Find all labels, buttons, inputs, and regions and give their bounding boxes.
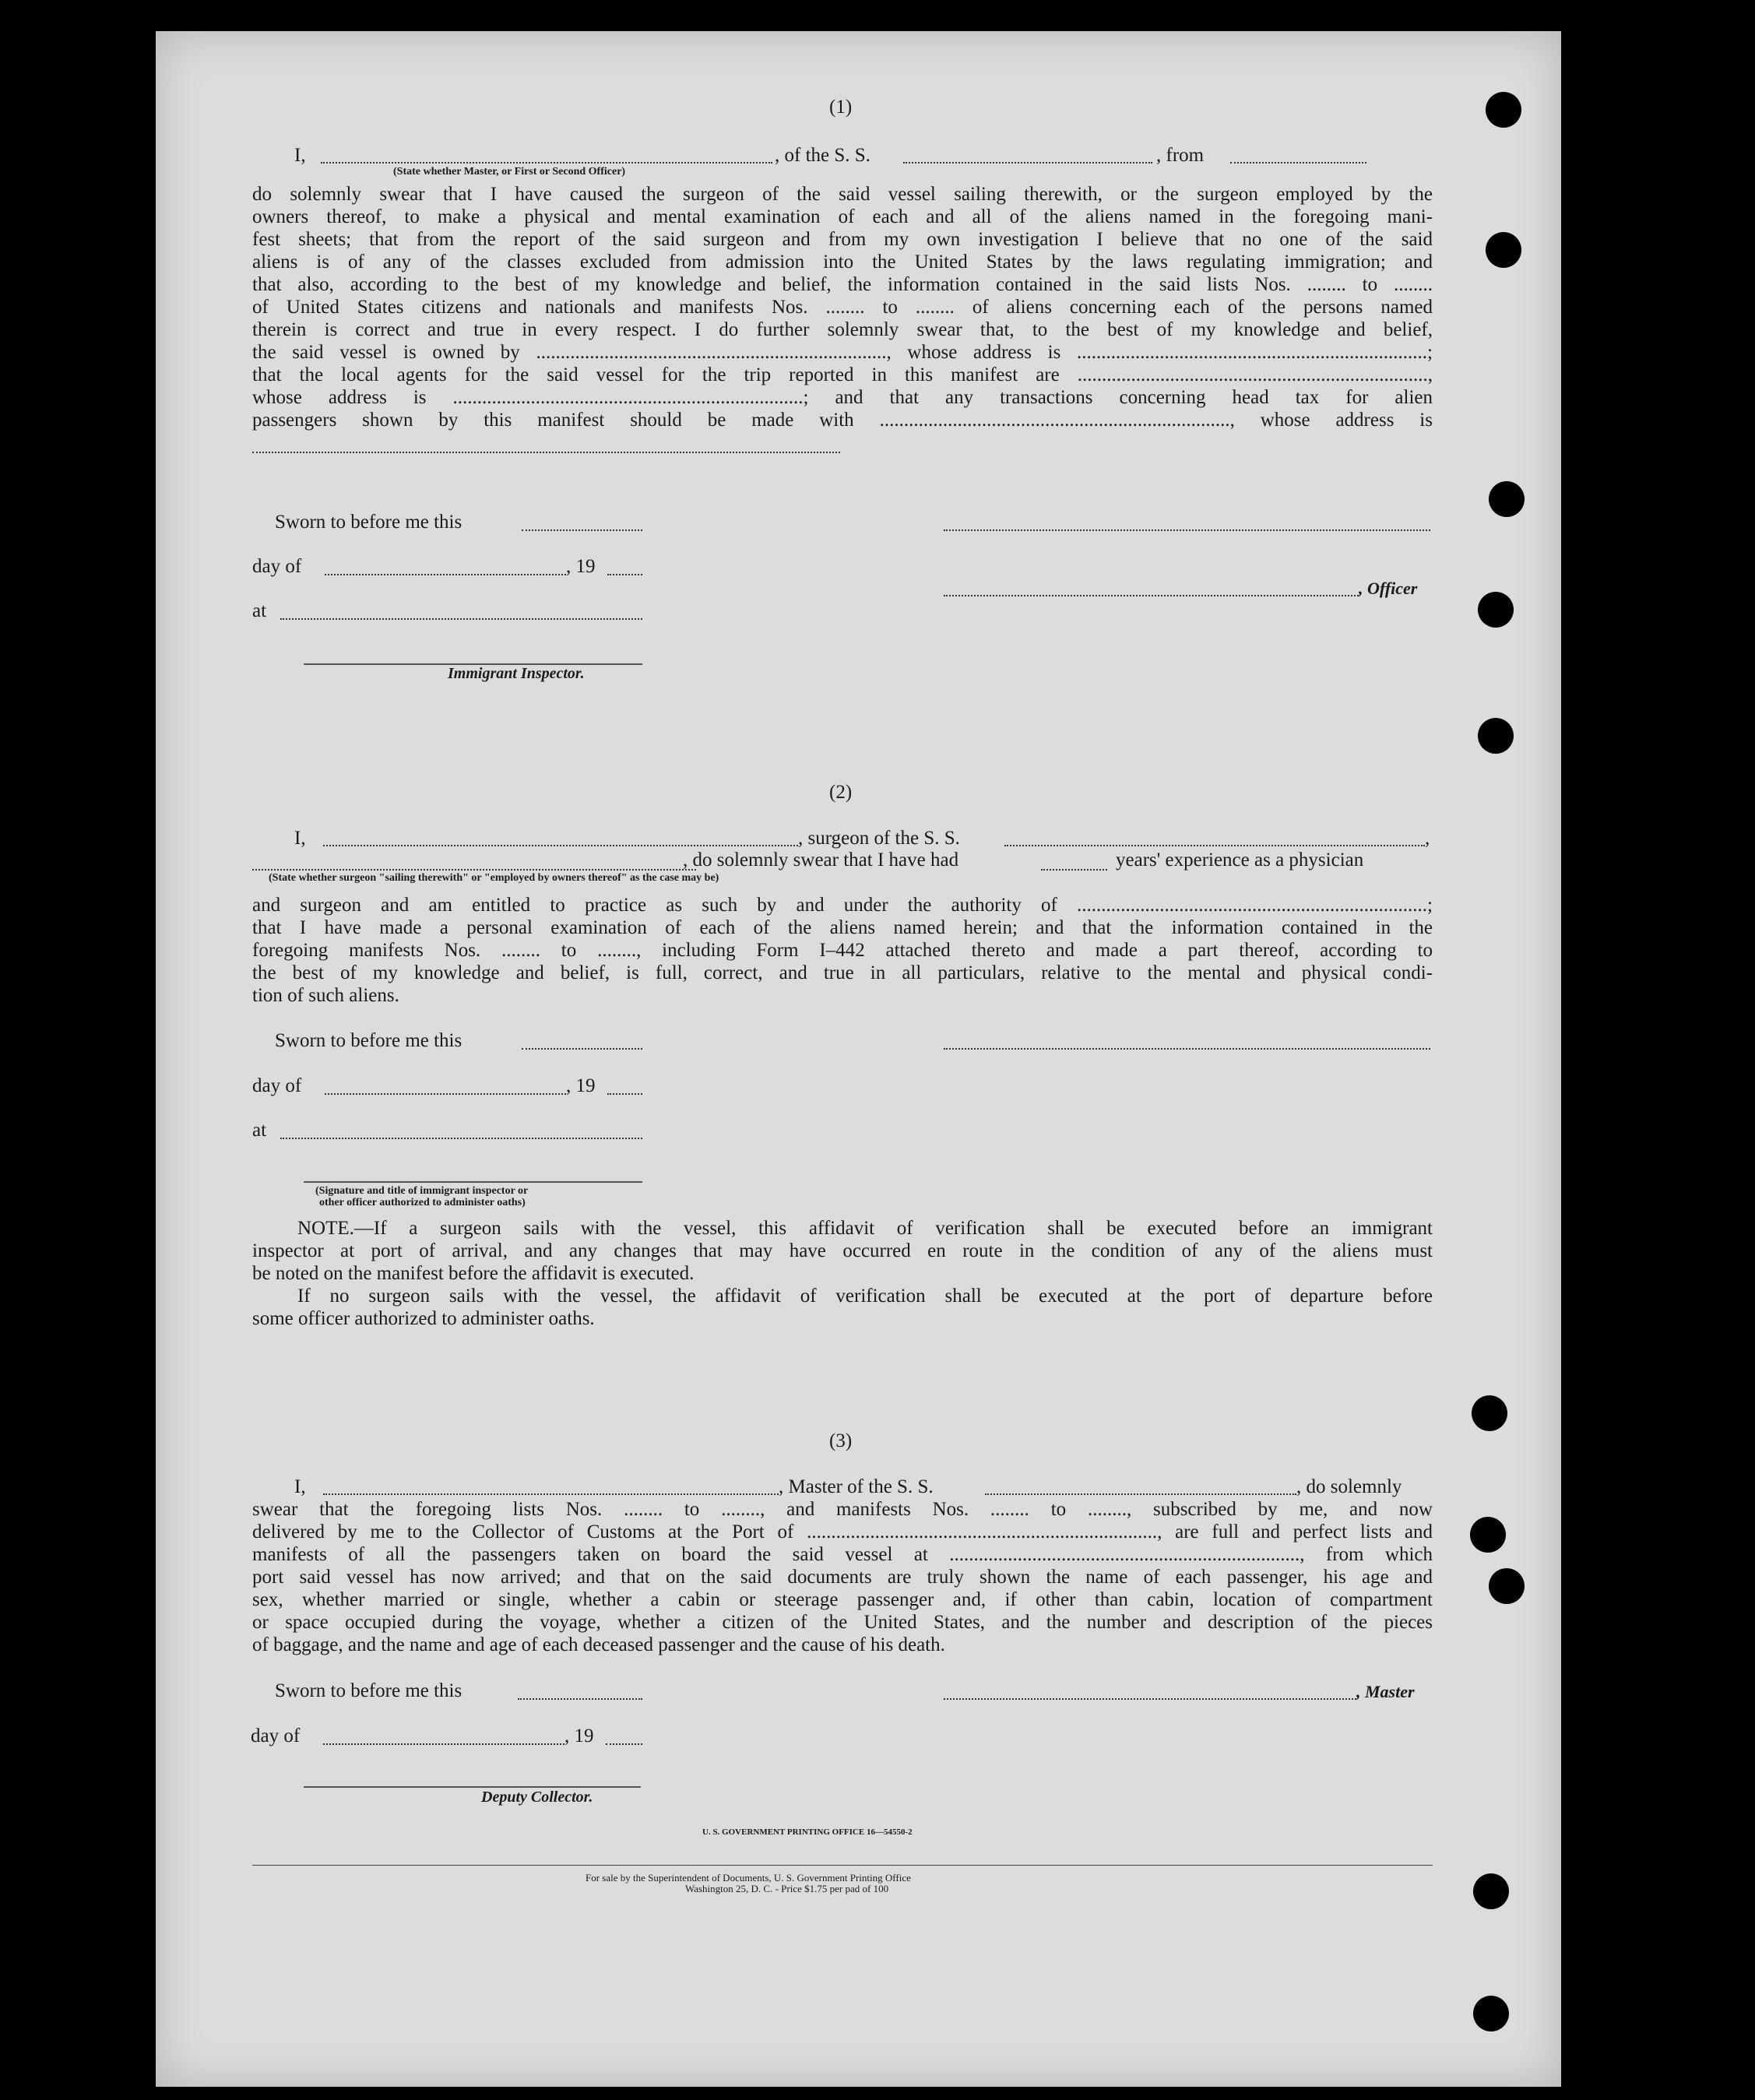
s3-line: of baggage, and the name and age of each deceased passenger and the cause of his death. (252, 1634, 945, 1655)
s1-day-of: day of (252, 556, 302, 577)
s3-master-label: , Master (1356, 1682, 1415, 1701)
s3-ship-field[interactable] (985, 1493, 1296, 1495)
punch-hole (1472, 1395, 1507, 1431)
s1-ship-field[interactable] (903, 162, 1152, 164)
s1-year-field[interactable] (607, 574, 642, 575)
s1-line: the said vessel is owned by ........................................................................, whose address is ........................................................................; (252, 342, 1433, 363)
s2-swear: , do solemnly swear that I have had (683, 849, 959, 871)
s2-line: tion of such aliens. (252, 985, 399, 1006)
s1-line: passengers shown by this manifest should be made with ........................................................................, whose address is (252, 410, 1433, 431)
s2-comma: , (1425, 828, 1430, 849)
section-2-number: (2) (829, 782, 853, 803)
printing-office-imprint: U. S. GOVERNMENT PRINTING OFFICE 16—54550-2 (702, 1827, 913, 1837)
s2-line: that I have made a personal examination of each of the aliens named herein; and that the information contained in the (252, 917, 1433, 938)
s2-year: , 19 (566, 1075, 596, 1096)
s1-sworn-field[interactable] (522, 529, 642, 531)
s2-line: the best of my knowledge and belief, is full, correct, and true in all particulars, relative to the mental and physical condi- (252, 962, 1433, 983)
s2-sworn: Sworn to before me this (275, 1030, 462, 1051)
s3-year-field[interactable] (606, 1743, 642, 1745)
s2-at: at (252, 1120, 267, 1141)
s3-line: delivered by me to the Collector of Customs at the Port of ........................................................................, are full and perfect lists and (252, 1521, 1433, 1542)
s2-sig-note-2: other officer authorized to administer oaths) (319, 1197, 526, 1208)
s2-sig-note-1: (Signature and title of immigrant inspector or (315, 1185, 529, 1197)
s2-surgeon: , surgeon of the S. S. (798, 828, 960, 849)
section-3-number: (3) (829, 1430, 853, 1451)
s1-officer-line[interactable] (944, 595, 1359, 596)
s1-inspector-label: Immigrant Inspector. (448, 665, 585, 682)
punch-hole (1486, 232, 1521, 268)
s2-surgeon-note: (State whether surgeon "sailing therewith" or "employed by owners thereof" as the case may be) (269, 872, 719, 884)
s1-from: , from (1156, 145, 1205, 166)
s2-name-field[interactable] (323, 845, 798, 846)
s2-note (252, 1217, 1433, 1330)
s2-i: I, (294, 828, 306, 849)
s2-day-of: day of (252, 1075, 302, 1096)
s1-line: aliens is of any of the classes excluded from admission into the United States by the laws regulating immigration; and (252, 252, 1433, 273)
s2-line: and surgeon and am entitled to practice as such by and under the authority of ........................................................................; (252, 895, 1433, 916)
s1-paragraph (252, 183, 1433, 431)
punch-hole (1470, 1517, 1506, 1553)
s1-line: that also, according to the best of my knowledge and belief, the information contained in the said lists Nos. ........ to ........ (252, 274, 1433, 295)
s2-sworn-field[interactable] (522, 1048, 642, 1050)
s3-master-signature[interactable] (944, 1698, 1356, 1700)
note-line: NOTE.—If a surgeon sails with the vessel, this affidavit of verification shall be executed before an immigrant (297, 1218, 1433, 1239)
s1-of-ss: , of the S. S. (775, 145, 870, 166)
s1-line: whose address is ........................................................................; and that any transactions concerning head tax for alien (252, 387, 1433, 408)
s1-name-field[interactable] (321, 162, 772, 164)
s1-sworn: Sworn to before me this (275, 512, 462, 533)
s1-line: therein is correct and true in every respect. I do further solemnly swear that, to the best of my knowledge and belief, (252, 319, 1433, 340)
s2-ship-field[interactable] (1004, 845, 1425, 846)
s3-line: or space occupied during the voyage, whether a citizen of the United States, and the number and description of the pieces (252, 1612, 1433, 1633)
s3-line: swear that the foregoing lists Nos. ........ to ........, and manifests Nos. ........ to ........, subscribed by me, and now (252, 1499, 1433, 1520)
footer-rule (252, 1865, 1433, 1866)
note-line: If no surgeon sails with the vessel, the affidavit of verification shall be executed at the port of departure before (297, 1286, 1433, 1307)
punch-hole (1489, 1568, 1525, 1604)
s1-year: , 19 (566, 556, 596, 577)
note-line: some officer authorized to administer oaths. (252, 1308, 595, 1329)
s1-officer-signature[interactable] (944, 529, 1430, 531)
s1-line: do solemnly swear that I have caused the surgeon of the said vessel sailing therewith, or the surgeon employed by the (252, 184, 1433, 205)
sale-line-2: Washington 25, D. C. - Price $1.75 per pad of 100 (685, 1883, 889, 1894)
s3-year: , 19 (564, 1725, 594, 1746)
s3-day-field[interactable] (323, 1743, 564, 1745)
s2-at-field[interactable] (280, 1138, 642, 1139)
punch-hole (1473, 1996, 1509, 2031)
s1-line: that the local agents for the said vessel for the trip reported in this manifest are ........................................................................, (252, 364, 1433, 385)
s3-deputy-label: Deputy Collector. (481, 1789, 593, 1806)
s2-signature-line (304, 1181, 642, 1183)
s2-paragraph (252, 894, 1433, 1007)
s1-line: fest sheets; that from the report of the said surgeon and from my own investigation I believe that no one of the said (252, 229, 1433, 250)
punch-hole (1486, 92, 1521, 128)
s2-years-field[interactable] (1041, 869, 1107, 871)
s3-day-of: day of (251, 1725, 301, 1746)
s3-master: , Master of the S. S. (779, 1476, 934, 1497)
s1-from-field[interactable] (1230, 162, 1366, 164)
note-line: be noted on the manifest before the affidavit is executed. (252, 1263, 695, 1284)
s3-line: manifests of all the passengers taken on board the said vessel at ........................................................................, from which (252, 1544, 1433, 1565)
s1-i: I, (294, 145, 306, 166)
s3-line: sex, whether married or single, whether a cabin or steerage passenger and, if other than cabin, location of compartment (252, 1589, 1433, 1610)
form-page (156, 31, 1561, 2087)
s1-line: owners thereof, to make a physical and mental examination of each and all of the aliens named in the foregoing mani- (252, 206, 1433, 227)
s2-year-field[interactable] (607, 1093, 642, 1095)
s2-experience: years' experience as a physician (1116, 849, 1364, 871)
s3-swear: , do solemnly (1296, 1476, 1402, 1497)
s2-surgeon-signature[interactable] (944, 1048, 1430, 1050)
punch-hole (1473, 1873, 1509, 1909)
s1-at: at (252, 600, 267, 621)
s1-officer-note: (State whether Master, or First or Second Officer) (393, 166, 626, 178)
s1-officer-label: , Officer (1359, 579, 1418, 598)
s1-at-field[interactable] (280, 618, 642, 620)
s3-sworn-field[interactable] (518, 1698, 642, 1700)
sale-line-1: For sale by the Superintendent of Documents, U. S. Government Printing Office (586, 1872, 911, 1884)
note-line: inspector at port of arrival, and any changes that may have occurred en route in the condition of any of the aliens must (252, 1240, 1433, 1261)
punch-hole (1478, 592, 1514, 628)
s3-name-field[interactable] (323, 1493, 779, 1495)
s1-line: of United States citizens and nationals and manifests Nos. ........ to ........ of aliens concerning each of the persons named (252, 297, 1433, 318)
punch-hole (1489, 481, 1525, 517)
s2-line: foregoing manifests Nos. ........ to ........, including Form I–442 attached thereto and made a part thereof, according to (252, 940, 1433, 961)
s3-line: port said vessel has now arrived; and that on the said documents are truly shown the name of each passenger, his age and (252, 1567, 1433, 1588)
s3-deputy-line (304, 1786, 641, 1788)
s3-paragraph (252, 1498, 1433, 1656)
s3-sworn: Sworn to before me this (275, 1680, 462, 1701)
s3-i: I, (294, 1476, 306, 1497)
s2-surgeon-type-field[interactable] (252, 869, 696, 871)
s1-whose-address-field[interactable] (252, 452, 840, 453)
section-1-number: (1) (829, 97, 853, 118)
punch-hole (1478, 718, 1514, 754)
s1-day-field[interactable] (325, 574, 566, 575)
s2-day-field[interactable] (325, 1093, 566, 1095)
